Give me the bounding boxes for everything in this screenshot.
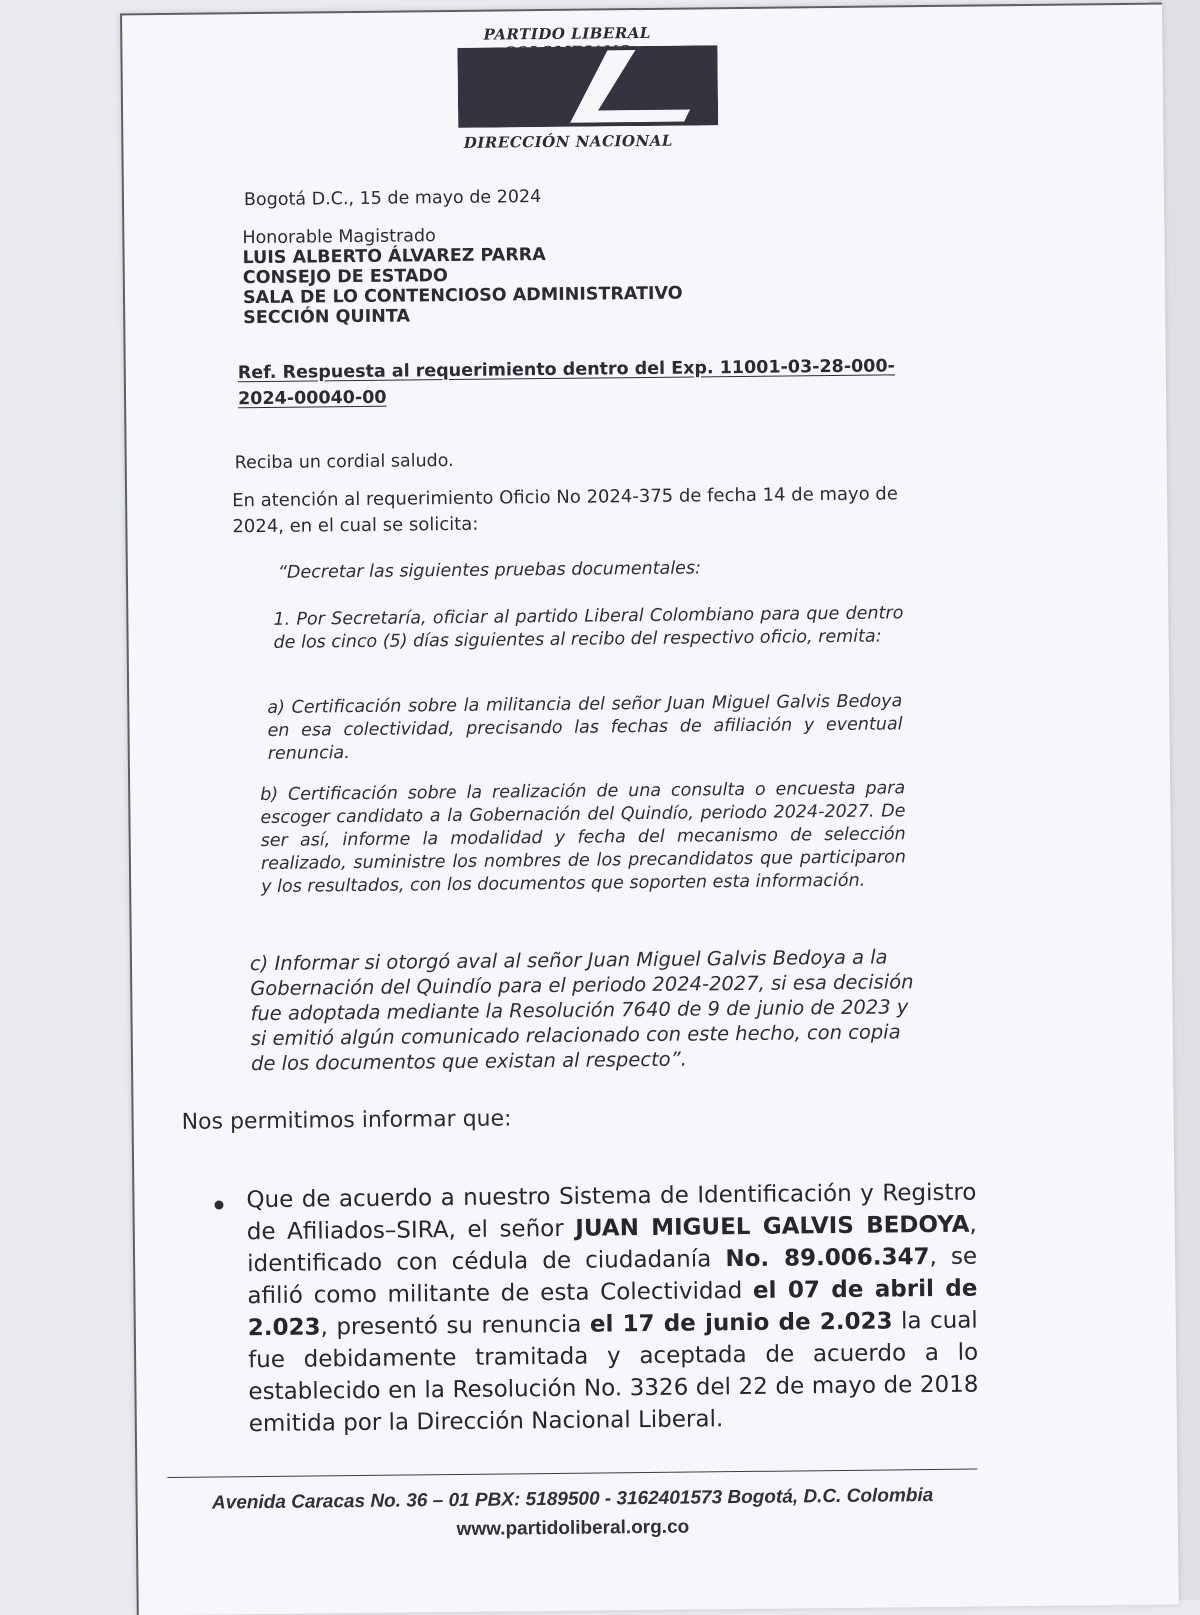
- footer-website: www.partidoliberal.org.co: [456, 1516, 690, 1541]
- bullet-text-4: , presentó su renuncia: [320, 1311, 591, 1341]
- quote-item-1: 1. Por Secretaría, oficiar al partido Liberal Colombiano para que dentro de los cinco (5) días siguientes al recibo del respectivo oficio, remita:: [273, 603, 904, 653]
- response-intro: Nos permitimos informar que:: [181, 1106, 512, 1135]
- addressee-institution: CONSEJO DE ESTADO: [242, 266, 448, 289]
- footer-address: Avenida Caracas No. 36 – 01 PBX: 5189500 - 3162401573 Bogotá, D.C. Colombia: [211, 1485, 934, 1514]
- quote-item-c: c) Informar si otorgó aval al señor Juan Miguel Galvis Bedoya a la Gobernación del Quindío para el periodo 2024-2027, si esa decisión fue adoptada mediante la Resolución 7640 de 9 de junio de 2023 y si emitió algún comunicado relacionado con este hecho, con copia de los documentos que existan al respecto”.: [249, 945, 914, 1076]
- join-date: el 07 de abril de 2.023: [247, 1275, 978, 1342]
- footer-divider: [167, 1469, 977, 1478]
- response-bullet: [246, 1177, 979, 1441]
- quote-item-b: b) Certificación sobre la realización de una consulta o encuesta para escoger candidato a la Gobernación del Quindío, periodo 2024-2027. De ser así, informe la modalidad y fecha del mecanismo de selección realizado, suministre los nombres de los precandidatos que participaron y los resultados, con los documentos que soporten esta información.: [260, 778, 907, 898]
- letterhead-subtitle: DIRECCIÓN NACIONAL: [463, 131, 674, 152]
- resign-date: el 17 de junio de 2.023: [589, 1308, 893, 1338]
- reference-line: Ref. Respuesta al requerimiento dentro del Exp. 11001-03-28-000-2024-00040-00: [237, 356, 895, 410]
- greeting: Reciba un cordial saludo.: [234, 450, 454, 474]
- addressee-title: Honorable Magistrado: [242, 226, 436, 249]
- quote-item-a: a) Certificación sobre la militancia del señor Juan Miguel Galvis Bedoya en esa colectividad, precisando las fechas de afiliación y eventual renuncia.: [267, 691, 903, 764]
- id-number: No. 89.006.347: [725, 1244, 930, 1273]
- quote-opening: “Decretar las siguientes pruebas documentales:: [277, 558, 702, 583]
- party-name: PARTIDO LIBERAL: [483, 23, 652, 44]
- member-name: JUAN MIGUEL GALVIS BEDOYA: [575, 1211, 970, 1242]
- date-line: Bogotá D.C., 15 de mayo de 2024: [243, 187, 542, 211]
- liberal-party-logo-icon: [457, 45, 718, 128]
- bullet-icon: [214, 1200, 223, 1209]
- addressee-chamber: SALA DE LO CONTENCIOSO ADMINISTRATIVO: [242, 283, 683, 309]
- bullet-text-2: , identificado con cédula de ciudadanía: [246, 1211, 977, 1278]
- intro-paragraph: En atención al requerimiento Oficio No 2024-375 de fecha 14 de mayo de 2024, en el cual se solicita:: [232, 483, 898, 538]
- bullet-text-3: , se afilió como militante de esta Colectividad: [247, 1243, 978, 1310]
- addressee-section: SECCIÓN QUINTA: [243, 306, 411, 329]
- addressee-name: LUIS ALBERTO ÁLVAREZ PARRA: [242, 245, 546, 269]
- bullet-text-5: la cual fue debidamente tramitada y aceptada de acuerdo a lo establecido en la Resolución No. 3326 del 22 de mayo de 2018 emitida por la Dirección Nacional Liberal.: [248, 1307, 979, 1438]
- bullet-text-1: Que de acuerdo a nuestro Sistema de Identificación y Registro de Afiliados–SIRA, el señor: [246, 1179, 977, 1246]
- letter-page: [120, 3, 1179, 1615]
